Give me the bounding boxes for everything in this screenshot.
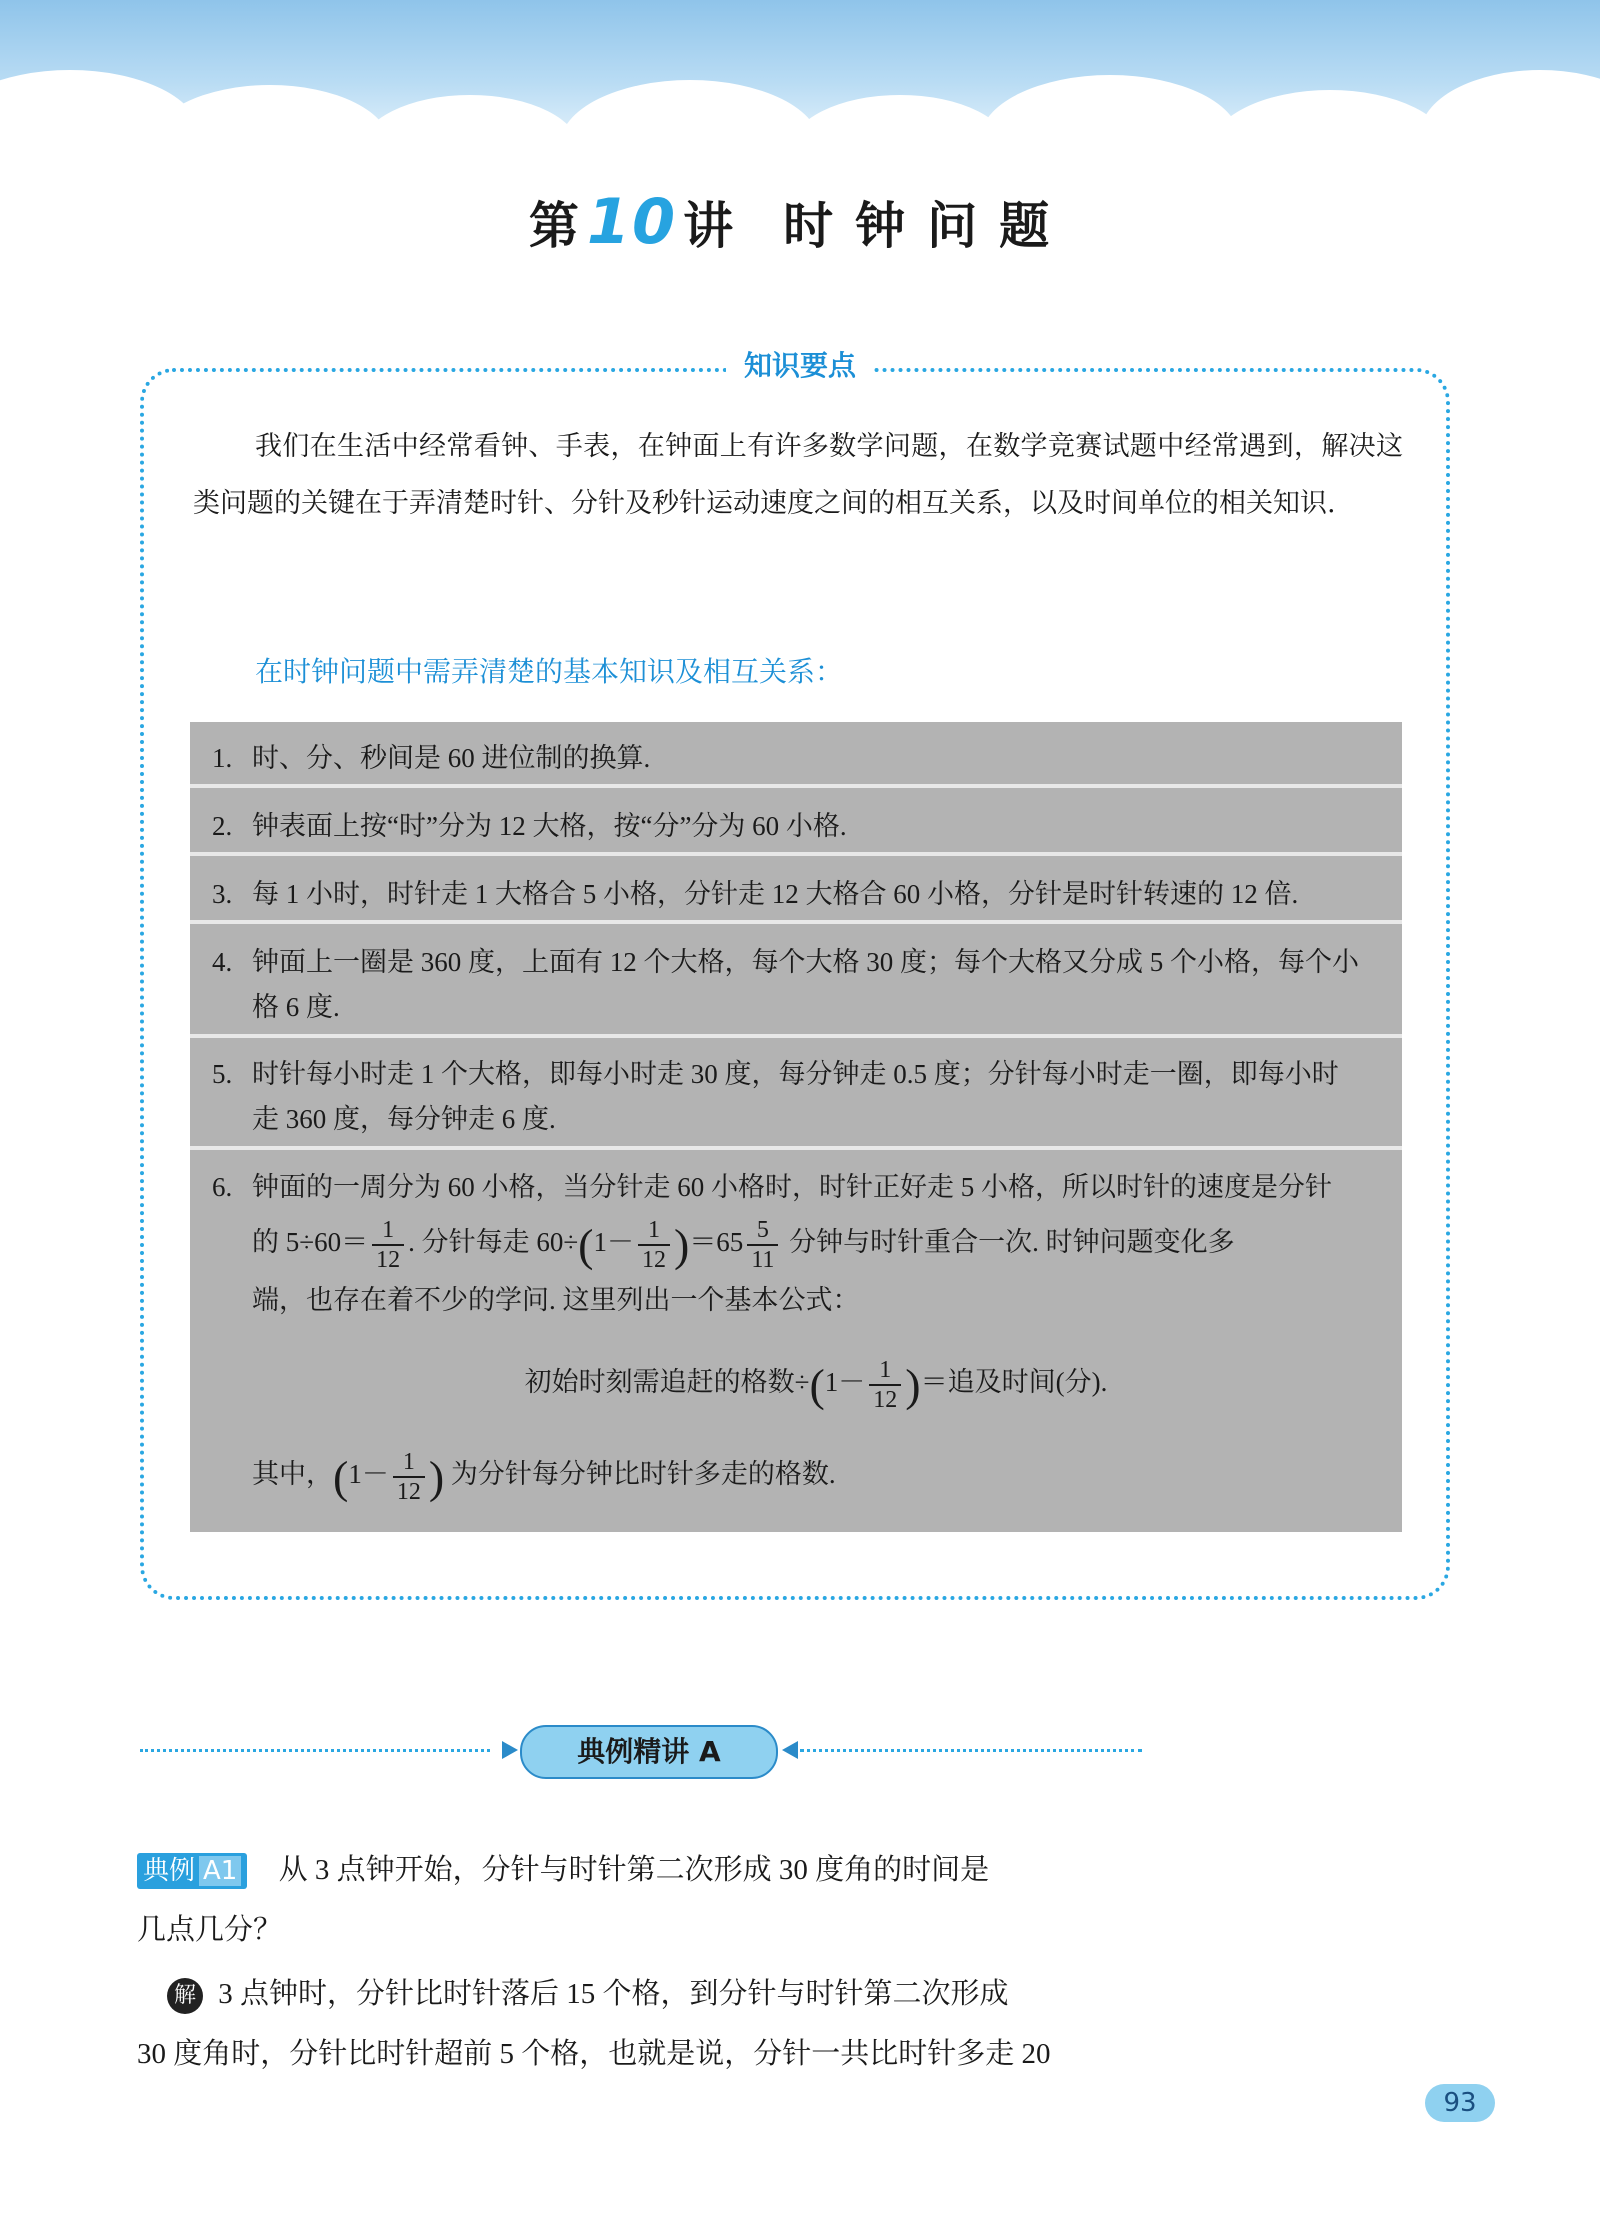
example-question: 典例 A1 从 3 点钟开始，分针与时针第二次形成 30 度角的时间是 几点几分？: [137, 1854, 990, 1946]
fraction: $\frac{1}{12}$: [372, 1216, 404, 1274]
section-badge: 典例精讲 A: [520, 1725, 778, 1779]
example-a1: [137, 1840, 1147, 2084]
section-divider-right: [800, 1749, 1142, 1752]
solution-icon: 解: [167, 1978, 203, 2014]
sky-banner: [0, 0, 1600, 150]
lecture-suffix: 讲: [683, 196, 736, 255]
fraction: $\frac{1}{12}$: [638, 1216, 670, 1274]
lecture-topic: 时钟问题: [783, 196, 1072, 255]
arrow-right-icon: [502, 1741, 518, 1759]
section-divider-left: [140, 1749, 490, 1752]
knowledge-subheading: 在时钟问题中需弄清楚的基本知识及相互关系：: [255, 655, 844, 688]
example-solution: 解 3 点钟时，分针比时针落后 15 个格，到分针与时针第二次形成 30 度角时，分针比时针超前 5 个格，也就是说，分针一共比时针多走 20: [137, 1978, 1051, 2070]
lecture-title: [0, 185, 1600, 258]
lecture-prefix: 第: [528, 196, 581, 255]
fraction: $\frac{5}{11}$: [747, 1216, 778, 1274]
knowledge-intro: 我们在生活中经常看钟、手表，在钟面上有许多数学问题，在数学竞赛试题中经常遇到，解决这类问题的关键在于弄清楚时针、分针及秒针运动速度之间的相互关系，以及时间单位的相关知识.: [193, 431, 1403, 519]
arrow-left-icon: [782, 1741, 798, 1759]
rules-panel: 1. 时、分、秒间是 60 进位制的换算. 2. 钟表面上按“时”分为 12 大格，按“分”分为 60 小格. 3. 每 1 小时，时针走 1 大格合 5 小格，分针走 12 大格合 60 小格，分针是时针转速的 12 倍. 4. 钟面上一圈是 360 度，上面有 12 个大格，每个大格 30 度；每个大格又分成 5 个小格，每个小 格 6 度. 5. 时针每小时走 1 个大格，即每小时走 30 度，每分钟走 0.5 度；分针每小时走一圈，即每小时 走 360 度，每分钟走 6 度. 6. 钟面的一周分为 60 小格，当分针走 60 小格时，时针正好走 5 小格，所以时针的速度是分针 的 5÷60＝ $\frac{1}{12}$ . 分针每走 60÷(1－ $\frac{1}{12}$ )＝65 $\frac{5}{11}$ 分钟与时针重合一次. 时钟问题变化多 端，也存在着不少的学问. 这里列出一个基本公式： 初始时刻需追赶的格数÷(1－ $\frac{1}{12}$ )＝追及时间(分). 其中，(1－ $\frac{1}{12}$ ) 为分针每分钟比时针多走的格数.: [190, 722, 1402, 1532]
page-number: 93: [1425, 2084, 1495, 2122]
lecture-number: 10: [586, 185, 678, 258]
example-tag: 典例 A1: [137, 1853, 247, 1889]
knowledge-heading: 知识要点: [0, 344, 1600, 384]
formula: 初始时刻需追赶的格数÷(1－ $\frac{1}{12}$ )＝追及时间(分).: [524, 1357, 1108, 1413]
